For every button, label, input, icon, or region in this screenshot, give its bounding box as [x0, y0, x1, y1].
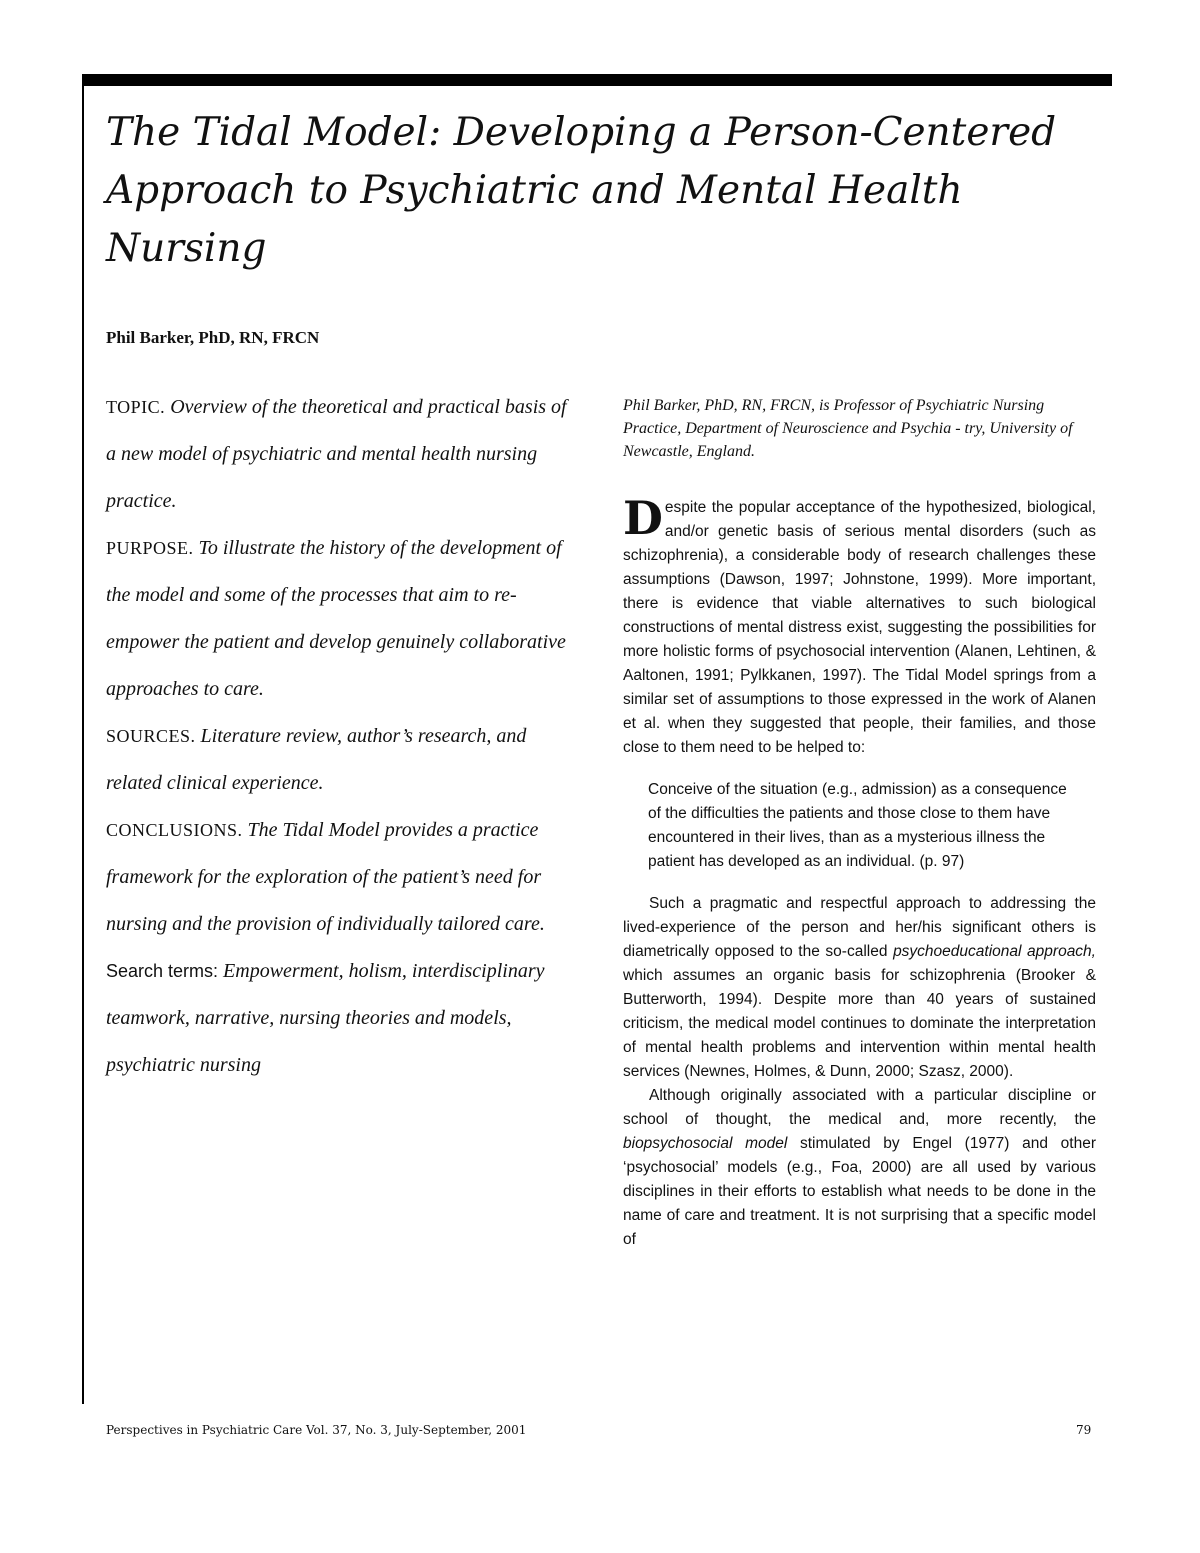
abstract-purpose — [106, 525, 581, 713]
body-paragraph-2 — [623, 892, 1096, 1084]
purpose-label: PURPOSE. — [106, 538, 194, 558]
body-paragraph-3-a: Although originally associated with a particular discipline or school of thought, the medical and, more recently, the — [623, 1087, 1096, 1128]
search-terms-text: Empowerment, holism, interdisciplinary teamwork, narrative, nursing theories and models, psychiatric nursing — [106, 960, 545, 1076]
page-number: 79 — [1076, 1423, 1092, 1437]
header-rule — [82, 74, 1112, 86]
author-line: Phil Barker, PhD, RN, FRCN — [106, 328, 320, 347]
author-affiliation: Phil Barker, PhD, RN, FRCN, is Professor of Psychiatric Nursing Practice, Department of Neuroscience and Psychia - try, University of Newcastle, England. — [623, 397, 1073, 460]
body-paragraph-3 — [623, 1084, 1096, 1252]
body-paragraph-2-b: which assumes an organic basis for schizophrenia (Brooker & Butterworth, 1994). Despite more than 40 years of sustained criticism, the medical model continues to dominate the interpretation of mental health problems and intervention within mental health services (Newnes, Holmes, & Dunn, 2000; Szasz, 2000). — [623, 967, 1096, 1080]
body-paragraph-1 — [623, 491, 1096, 760]
body-paragraph-2-a: Such a pragmatic and respectful approach to addressing the lived-experience of the person and her/his significant others is diametrically opposed to the so-called — [623, 895, 1096, 960]
abstract-topic — [106, 384, 581, 525]
conclusions-text: The Tidal Model provides a practice framework for the exploration of the patient’s need for nursing and the provision of individually tailored care. — [106, 819, 545, 935]
sources-label: SOURCES. — [106, 726, 196, 746]
abstract-conclusions — [106, 807, 581, 948]
search-terms-label: Search terms: — [106, 961, 219, 981]
journal-citation: Perspectives in Psychiatric Care Vol. 37, No. 3, July-September, 2001 — [106, 1423, 527, 1437]
sources-text: Literature review, author’s research, and related clinical experience. — [106, 725, 527, 794]
purpose-text: To illustrate the history of the development of the model and some of the processes that aim to re-empower the patient and develop genuinely collaborative approaches to care. — [106, 537, 566, 700]
body-paragraph-1-text: espite the popular acceptance of the hypothesized, biological, and/or genetic basis of serious mental disorders (such as schizophrenia), a considerable body of research challenges these assumptions (Dawson, 1997; Johnstone, 1999). More important, there is evidence that viable alternatives to such biological constructions of mental distress exist, suggesting the possibilities for more holistic forms of psychosocial intervention (Alanen, Lehtinen, & Aaltonen, 1991; Pylkkanen, 1997). The Tidal Model springs from a similar set of assumptions to those expressed in the work of Alanen et al. when they suggested that people, their families, and those close to them need to be helped to: — [623, 499, 1096, 756]
body-paragraph-2-em: psychoeducational approach, — [893, 943, 1096, 960]
conclusions-label: CONCLUSIONS. — [106, 820, 243, 840]
article-body — [623, 491, 1096, 1252]
drop-cap: D — [623, 491, 663, 545]
article-title: The Tidal Model: Developing a Person-Centered Approach to Psychiatric and Mental Health Nursing — [106, 110, 1057, 271]
abstract-search-terms — [106, 948, 581, 1089]
topic-text: Overview of the theoretical and practical basis of a new model of psychiatric and mental health nursing practice. — [106, 396, 567, 512]
margin-rule — [82, 74, 84, 1404]
body-paragraph-3-b: stimulated by Engel (1977) and other ‘psychosocial’ models (e.g., Foa, 2000) are all used by various disciplines in their efforts to establish what needs to be done in the name of care and treatment. It is not surprising that a specific model of — [623, 1135, 1096, 1248]
abstract — [106, 384, 581, 1089]
abstract-sources — [106, 713, 581, 807]
topic-label: TOPIC. — [106, 397, 166, 417]
body-paragraph-3-em: biopsychosocial model — [623, 1135, 788, 1152]
block-quote: Conceive of the situation (e.g., admission) as a consequence of the difficulties the patients and those close to them have encountered in their lives, than as a mysterious illness the patient has developed as an individual. (p. 97) — [648, 781, 1067, 870]
